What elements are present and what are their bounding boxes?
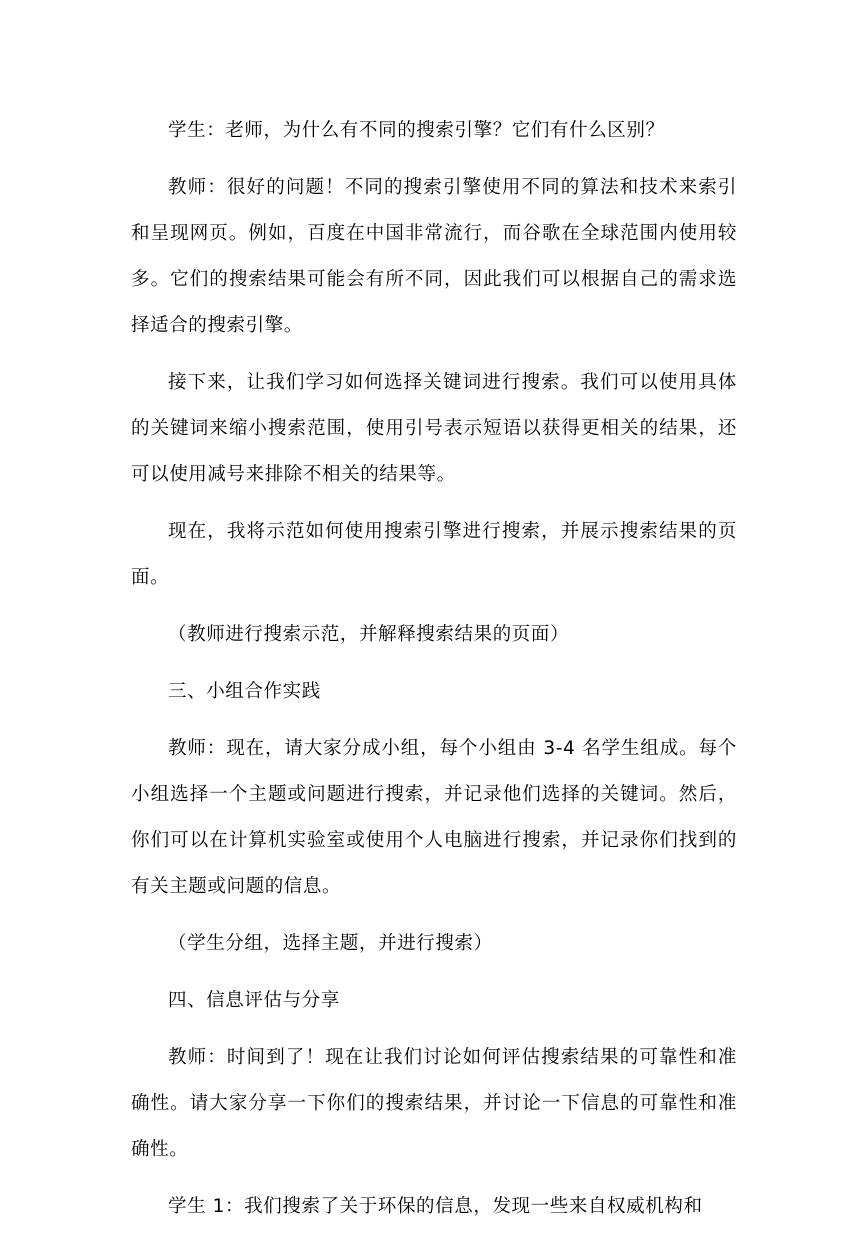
demo-intro-paragraph: 现在，我将示范如何使用搜索引擎进行搜索，并展示搜索结果的页面。 [131, 521, 737, 588]
keyword-search-paragraph: 接下来，让我们学习如何选择关键词进行搜索。我们可以使用具体的关键词来缩小搜索范围，使用引号表示短语以获得更相关的结果，还可以使用减号来排除不相关的结果等。 [131, 372, 737, 485]
evaluation-instructions: 教师：时间到了！现在让我们讨论如何评估搜索结果的可靠性和准确性。请大家分享一下你们的搜索结果，并讨论一下信息的可靠性和准确性。 [131, 1047, 737, 1160]
dialogue-teacher-answer: 教师：很好的问题！不同的搜索引擎使用不同的算法和技术来索引和呈现网页。例如，百度在中国非常流行，而谷歌在全球范围内使用较多。它们的搜索结果可能会有所不同，因此我们可以根据自己的需求选择适合的搜索引擎。 [131, 177, 737, 336]
document-body [131, 108, 737, 1241]
dialogue-student-question: 学生：老师，为什么有不同的搜索引擎？它们有什么区别？ [168, 120, 665, 141]
stage-direction-grouping: （学生分组，选择主题，并进行搜索） [168, 933, 493, 954]
stage-direction-demo: （教师进行搜索示范，并解释搜索结果的页面） [168, 624, 570, 645]
section-heading-evaluation: 四、信息评估与分享 [168, 990, 340, 1011]
section-heading-group-practice: 三、小组合作实践 [168, 681, 321, 702]
group-practice-instructions: 教师：现在，请大家分成小组，每个小组由 3-4 名学生组成。每个小组选择一个主题或问题进行搜索，并记录他们选择的关键词。然后，你们可以在计算机实验室或使用个人电脑进行搜索，并记录你们找到的有关主题或问题的信息。 [131, 738, 737, 897]
student-1-response: 学生 1：我们搜索了关于环保的信息，发现一些来自权威机构和 [168, 1196, 703, 1217]
